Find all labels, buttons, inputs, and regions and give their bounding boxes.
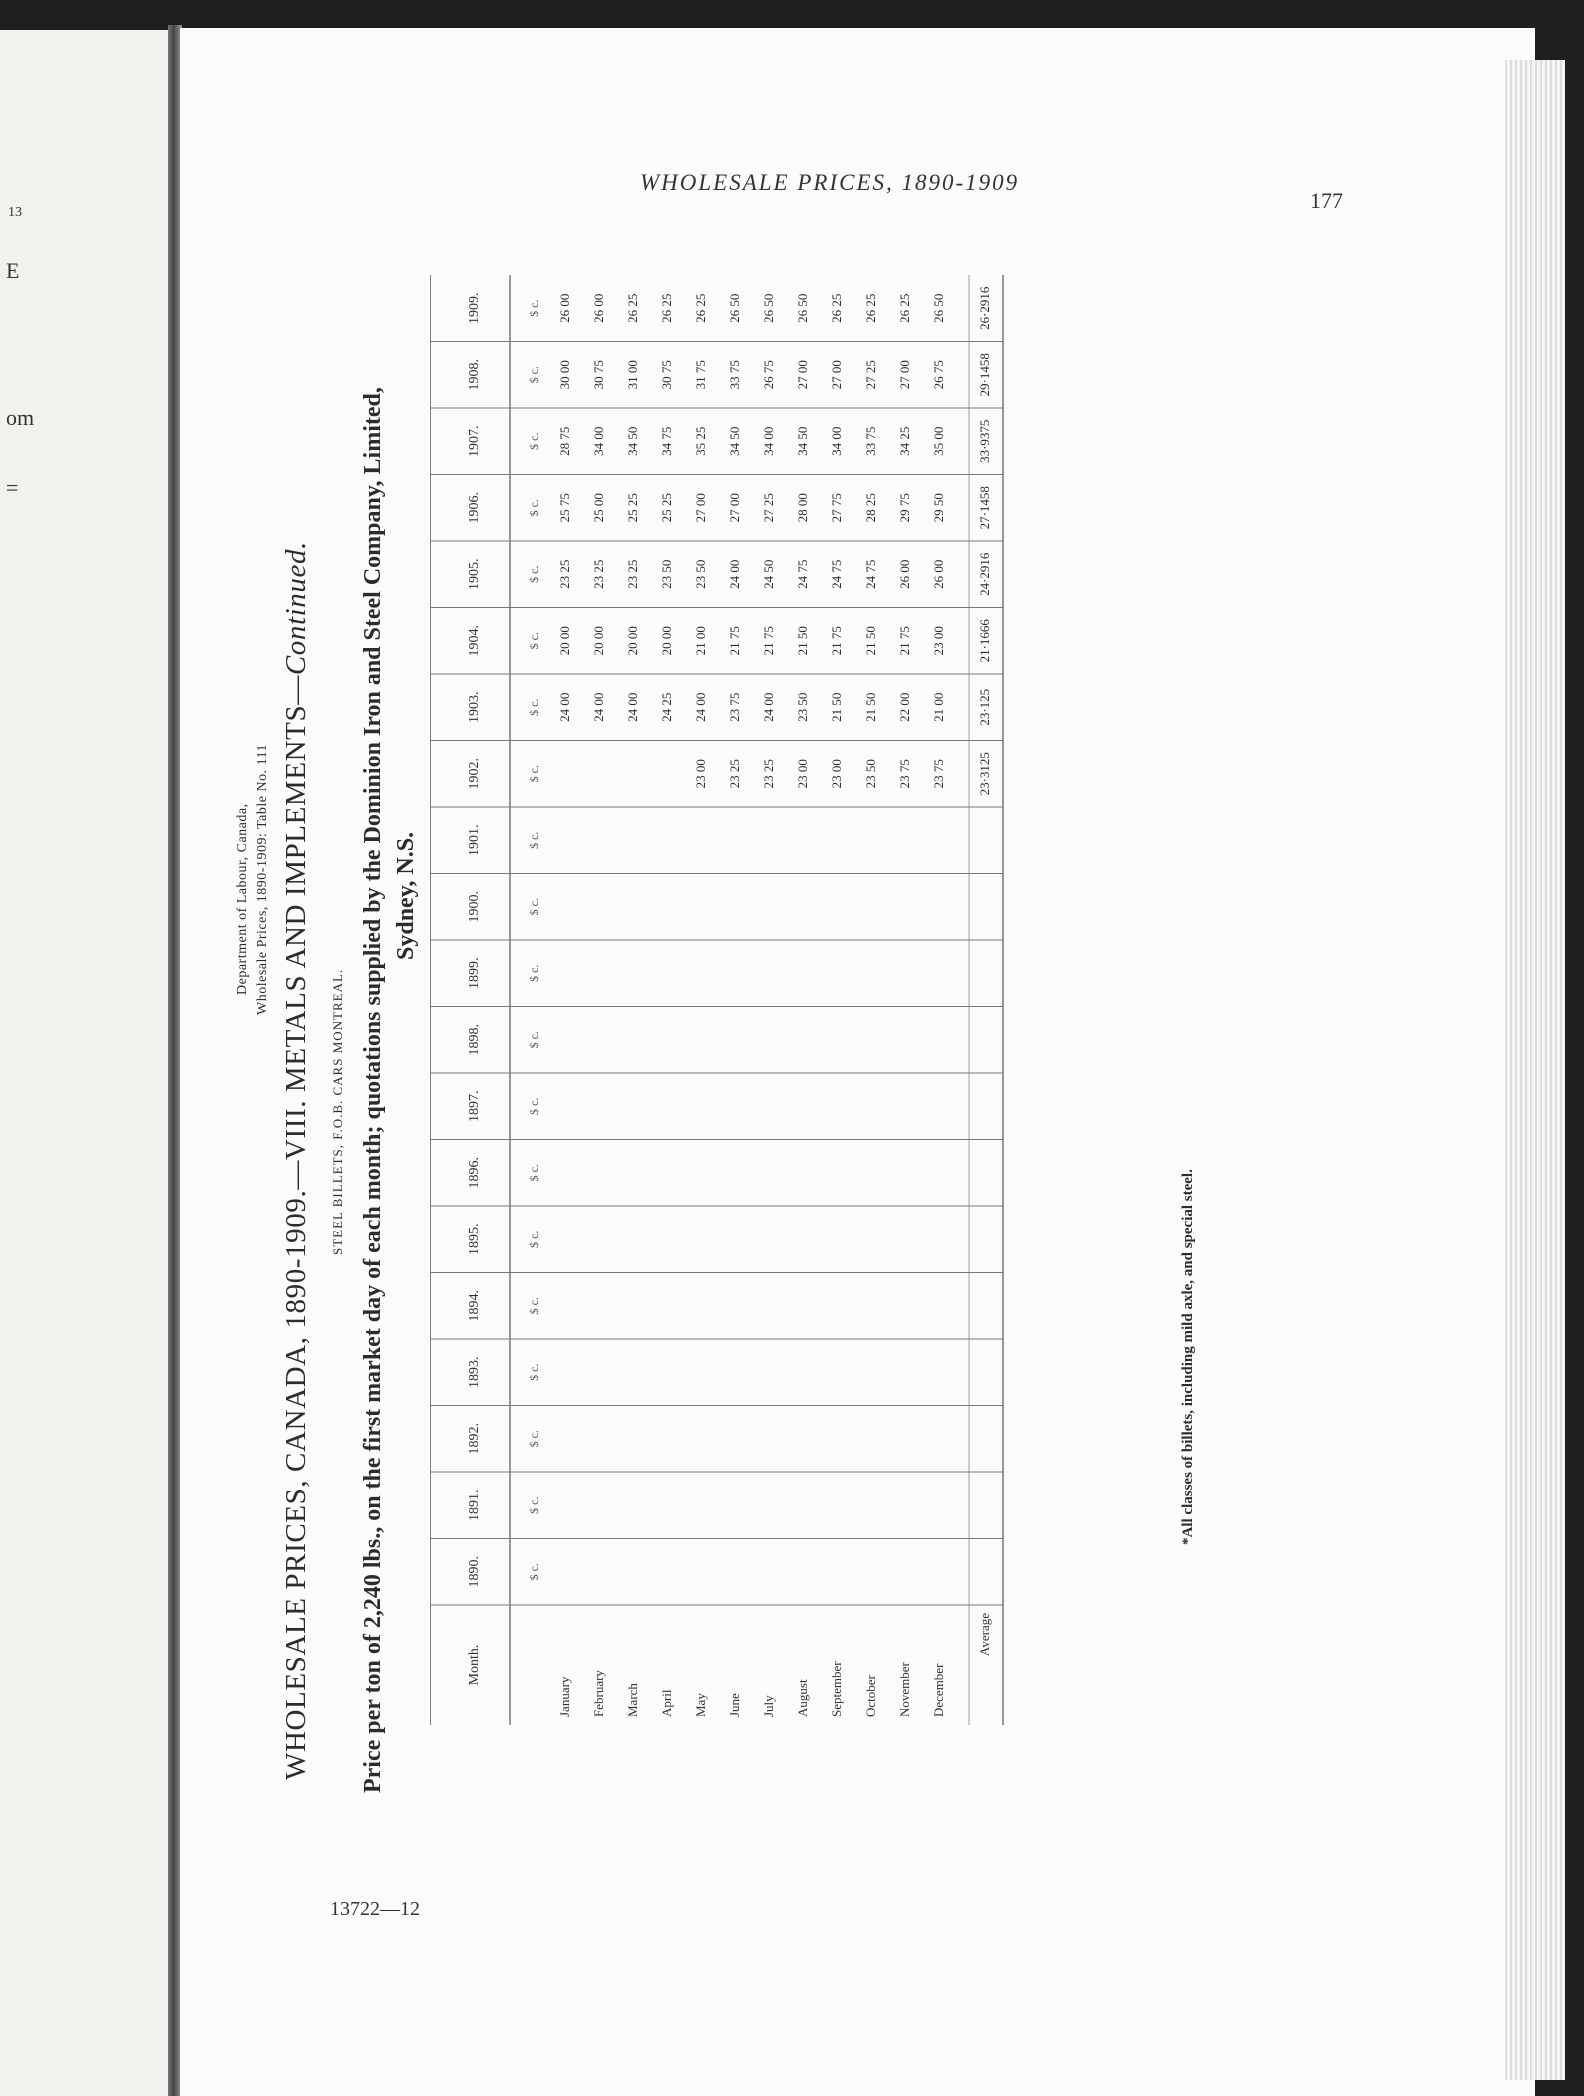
price-cell: 26 50 — [795, 293, 810, 323]
month-label: January — [557, 1676, 572, 1717]
month-label: September — [829, 1661, 844, 1717]
year-column-header: 1908. — [467, 359, 482, 391]
unit-label: $ c. — [527, 565, 541, 583]
price-cell: 25 25 — [659, 493, 674, 523]
year-column-header: 1894. — [467, 1290, 482, 1322]
price-cell: 23 25 — [557, 559, 572, 589]
price-cell: 27 00 — [727, 493, 742, 523]
average-cell: 21·1666 — [977, 619, 992, 663]
price-cell: 34 75 — [659, 426, 674, 456]
title-continued: Continued. — [280, 541, 312, 676]
price-cell: 20 00 — [625, 626, 640, 656]
title-text: WHOLESALE PRICES, CANADA, 1890-1909.—VIII. METALS AND IMPLEMENTS— — [280, 675, 312, 1780]
department-line: Department of Labour, Canada, — [235, 803, 250, 995]
month-label: October — [863, 1675, 878, 1717]
price-cell: 25 75 — [557, 493, 572, 523]
month-label: May — [693, 1693, 708, 1717]
average-cell: 23·3125 — [977, 752, 992, 796]
price-cell: 21 75 — [761, 626, 776, 656]
price-cell: 24 75 — [829, 559, 844, 589]
price-cell: 35 25 — [693, 426, 708, 456]
month-label: July — [761, 1695, 776, 1717]
price-cell: 26 25 — [829, 293, 844, 323]
price-cell: 34 00 — [761, 426, 776, 456]
unit-label: $ c. — [527, 765, 541, 783]
price-cell: 23 50 — [659, 559, 674, 589]
year-column-header: 1905. — [467, 558, 482, 590]
price-cell: 21 50 — [863, 692, 878, 722]
price-cell: 31 00 — [625, 360, 640, 390]
price-cell: 29 50 — [931, 493, 946, 523]
page-edges — [1505, 60, 1565, 2080]
unit-label: $ c. — [527, 964, 541, 982]
price-cell: 33 75 — [863, 426, 878, 456]
price-cell: 26 25 — [897, 293, 912, 323]
price-cell: 24 75 — [795, 559, 810, 589]
description-line-1: Price per ton of 2,240 lbs., on the first market day of each month; quotations supplied by the Dominion Iron and Steel Company, Limited, — [360, 387, 386, 1793]
price-cell: 26 25 — [625, 293, 640, 323]
price-cell: 23 50 — [795, 692, 810, 722]
year-column-header: 1896. — [467, 1157, 482, 1189]
price-cell: 26 00 — [897, 559, 912, 589]
year-column-header: 1903. — [467, 691, 482, 723]
price-cell: 26 25 — [693, 293, 708, 323]
price-cell: 21 00 — [693, 626, 708, 656]
year-column-header: 1902. — [467, 758, 482, 790]
price-cell: 24 00 — [557, 692, 572, 722]
price-cell: 30 75 — [659, 360, 674, 390]
price-cell: 24 50 — [761, 559, 776, 589]
price-cell: 20 00 — [591, 626, 606, 656]
price-cell: 24 00 — [591, 692, 606, 722]
year-column-header: 1893. — [467, 1356, 482, 1388]
year-column-header: 1899. — [467, 957, 482, 989]
unit-label: $ c. — [527, 1363, 541, 1381]
price-cell: 27 00 — [829, 360, 844, 390]
price-cell: 21 00 — [931, 692, 946, 722]
month-label: November — [897, 1662, 912, 1717]
unit-label: $ c. — [527, 1496, 541, 1514]
left-page-text: om — [6, 405, 35, 430]
price-cell: 34 00 — [829, 426, 844, 456]
price-cell: 26 50 — [761, 293, 776, 323]
price-cell: 23 75 — [931, 759, 946, 789]
price-cell: 25 25 — [625, 493, 640, 523]
footnote: *All classes of billets, including mild axle, and special steel. — [1180, 1169, 1196, 1545]
month-column-header: Month. — [467, 1644, 482, 1686]
price-cell: 24 75 — [863, 559, 878, 589]
price-cell: 23 25 — [591, 559, 606, 589]
price-cell: 21 75 — [897, 626, 912, 656]
price-cell: 23 25 — [625, 559, 640, 589]
month-label: March — [625, 1683, 640, 1717]
month-label: December — [931, 1663, 946, 1717]
year-column-header: 1907. — [467, 425, 482, 457]
price-cell: 21 50 — [829, 692, 844, 722]
unit-label: $ c. — [527, 366, 541, 384]
year-column-header: 1901. — [467, 824, 482, 856]
price-cell: 23 50 — [693, 559, 708, 589]
price-cell: 34 50 — [727, 426, 742, 456]
month-label: April — [659, 1689, 674, 1717]
price-cell: 27 25 — [863, 360, 878, 390]
unit-label: $ c. — [527, 299, 541, 317]
price-cell: 28 00 — [795, 493, 810, 523]
price-cell: 33 75 — [727, 360, 742, 390]
price-cell: 26 25 — [863, 293, 878, 323]
year-column-header: 1906. — [467, 492, 482, 524]
year-column-header: 1890. — [467, 1556, 482, 1588]
year-column-header: 1895. — [467, 1223, 482, 1255]
unit-label: $ c. — [527, 1031, 541, 1049]
page-title — [280, 541, 313, 1780]
description-line-2: Sydney, N.S. — [393, 831, 419, 960]
price-cell: 23 00 — [829, 759, 844, 789]
price-cell: 26 00 — [931, 559, 946, 589]
price-cell: 20 00 — [557, 626, 572, 656]
month-label: June — [727, 1693, 742, 1717]
year-column-header: 1897. — [467, 1090, 482, 1122]
price-cell: 26 25 — [659, 293, 674, 323]
price-cell: 21 75 — [829, 626, 844, 656]
average-cell: 27·1458 — [977, 486, 992, 530]
unit-label: $ c. — [527, 1230, 541, 1248]
price-cell: 21 75 — [727, 626, 742, 656]
price-cell: 21 50 — [863, 626, 878, 656]
price-cell: 23 25 — [727, 759, 742, 789]
price-cell: 27 00 — [795, 360, 810, 390]
price-cell: 20 00 — [659, 626, 674, 656]
price-cell: 26 50 — [727, 293, 742, 323]
year-column-header: 1891. — [467, 1489, 482, 1521]
price-cell: 35 00 — [931, 426, 946, 456]
rotated-table-page — [225, 205, 1395, 1875]
table-subheading: STEEL BILLETS, F.O.B. CARS MONTREAL. — [330, 968, 345, 1255]
price-cell: 24 00 — [727, 559, 742, 589]
unit-label: $ c. — [527, 432, 541, 450]
unit-label: $ c. — [527, 499, 541, 517]
price-table — [430, 275, 1175, 1725]
year-column-header: 1900. — [467, 891, 482, 923]
price-cell: 30 00 — [557, 360, 572, 390]
unit-label: $ c. — [527, 632, 541, 650]
year-column-header: 1892. — [467, 1423, 482, 1455]
unit-label: $ c. — [527, 831, 541, 849]
price-cell: 28 75 — [557, 426, 572, 456]
month-label: February — [591, 1670, 606, 1717]
price-cell: 27 75 — [829, 493, 844, 523]
price-cell: 26 75 — [761, 360, 776, 390]
price-cell: 30 75 — [591, 360, 606, 390]
price-cell: 24 00 — [693, 692, 708, 722]
price-cell: 23 25 — [761, 759, 776, 789]
price-cell: 27 25 — [761, 493, 776, 523]
price-cell: 26 00 — [591, 293, 606, 323]
price-cell: 29 75 — [897, 493, 912, 523]
price-cell: 34 00 — [591, 426, 606, 456]
unit-label: $ c. — [527, 1164, 541, 1182]
price-cell: 23 00 — [795, 759, 810, 789]
average-cell: 23·125 — [977, 688, 992, 726]
price-cell: 23 00 — [693, 759, 708, 789]
price-cell: 23 75 — [727, 692, 742, 722]
average-cell: 29·1458 — [977, 353, 992, 397]
average-cell: 33·9375 — [977, 419, 992, 463]
price-cell: 22 00 — [897, 692, 912, 722]
year-column-header: 1909. — [467, 292, 482, 324]
unit-label: $ c. — [527, 1097, 541, 1115]
unit-label: $ c. — [527, 898, 541, 916]
unit-label: $ c. — [527, 1430, 541, 1448]
plate-number: 13722—12 — [330, 1898, 420, 1920]
price-cell: 24 00 — [761, 692, 776, 722]
price-cell: 21 50 — [795, 626, 810, 656]
month-label: August — [795, 1679, 810, 1717]
left-page-fragment — [0, 30, 178, 2096]
price-cell: 34 25 — [897, 426, 912, 456]
left-page-text: E — [6, 258, 20, 283]
left-page-text: = — [6, 475, 19, 500]
price-cell: 27 00 — [897, 360, 912, 390]
average-label: Average — [977, 1613, 992, 1657]
price-cell: 27 00 — [693, 493, 708, 523]
price-cell: 24 25 — [659, 692, 674, 722]
price-cell: 25 00 — [591, 493, 606, 523]
average-cell: 26·2916 — [977, 286, 992, 330]
series-line: Wholesale Prices, 1890-1909: Table No. 111 — [255, 743, 270, 1015]
price-cell: 34 50 — [625, 426, 640, 456]
price-cell: 31 75 — [693, 360, 708, 390]
price-cell: 26 00 — [557, 293, 572, 323]
price-cell: 26 50 — [931, 293, 946, 323]
year-column-header: 1904. — [467, 625, 482, 657]
price-cell: 23 00 — [931, 626, 946, 656]
average-cell: 24·2916 — [977, 552, 992, 596]
price-cell: 26 75 — [931, 360, 946, 390]
left-page-text: 13 — [8, 205, 22, 220]
unit-label: $ c. — [527, 1297, 541, 1315]
running-head: WHOLESALE PRICES, 1890-1909 — [640, 170, 1020, 195]
price-cell: 23 75 — [897, 759, 912, 789]
year-column-header: 1898. — [467, 1024, 482, 1056]
price-cell: 24 00 — [625, 692, 640, 722]
price-cell: 23 50 — [863, 759, 878, 789]
page-number: 177 — [1310, 188, 1343, 213]
unit-label: $ c. — [527, 1563, 541, 1581]
price-cell: 28 25 — [863, 493, 878, 523]
price-cell: 34 50 — [795, 426, 810, 456]
unit-label: $ c. — [527, 698, 541, 716]
